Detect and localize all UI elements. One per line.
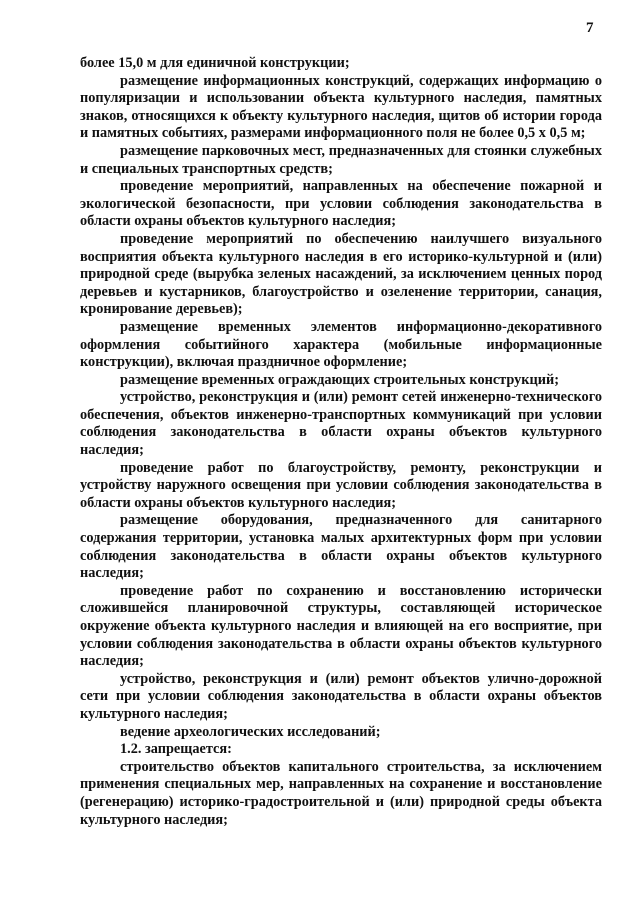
document-body bbox=[80, 55, 602, 829]
paragraph: размещение временных ограждающих строительных конструкций; bbox=[120, 371, 559, 388]
page-number: 7 bbox=[586, 20, 594, 36]
paragraph: размещение временных элементов информационно-декоративного оформления событийного характера (мобильные информационные конструкции), включая праздничное оформление; bbox=[80, 318, 602, 371]
paragraph: проведение мероприятий, направленных на обеспечение пожарной и экологической безопасности, при условии соблюдения законодательства в области охраны объектов культурного наследия; bbox=[80, 178, 602, 230]
paragraph: ведение археологических исследований; bbox=[120, 723, 381, 740]
paragraph: размещение парковочных мест, предназначенных для стоянки служебных и специальных транспортных средств; bbox=[80, 142, 602, 177]
paragraph: проведение работ по сохранению и восстановлению исторически сложившейся планировочной структуры, составляющей историческое окружение объекта культурного наследия и влияющей на его восприятие, при условии соблюдения законодательства в области охраны объектов культурного наследия; bbox=[80, 582, 602, 670]
paragraph: более 15,0 м для единичной конструкции; bbox=[80, 55, 350, 71]
paragraph: устройство, реконструкция и (или) ремонт объектов улично-дорожной сети при условии соблюдения законодательства в области охраны объектов культурного наследия; bbox=[80, 670, 602, 722]
paragraph: устройство, реконструкция и (или) ремонт сетей инженерно-технического обеспечения, объектов инженерно-транспортных коммуникаций при условии соблюдения законодательства в области охраны объектов культурного наследия; bbox=[80, 389, 602, 459]
paragraph: проведение мероприятий по обеспечению наилучшего визуального восприятия объекта культурного наследия в его историко-культурной и (или) природной среде (вырубка зеленых насаждений, за исключением ценных пород деревьев и кустарников, благоустройство и озеленение территории, санация, кронирование деревьев); bbox=[80, 230, 602, 318]
paragraph: размещение оборудования, предназначенного для санитарного содержания территории, установка малых архитектурных форм при условии соблюдения законодательства в области охраны объектов культурного наследия; bbox=[80, 512, 602, 582]
section-heading: 1.2. запрещается: bbox=[120, 741, 232, 758]
paragraph: размещение информационных конструкций, содержащих информацию о популяризации и использовании объекта культурного наследия, памятных знаков, относящихся к объекту культурного наследия, щитов об истории города и памятных событиях, размерами информационного поля не более 0,5 х 0,5 м; bbox=[80, 72, 602, 142]
paragraph: проведение работ по благоустройству, ремонту, реконструкции и устройству наружного освещения при условии соблюдения законодательства в области охраны объектов культурного наследия; bbox=[80, 459, 602, 511]
paragraph: строительство объектов капитального строительства, за исключением применения специальных мер, направленных на сохранение и восстановление (регенерацию) историко-градостроительной и (или) природной среды объекта культурного наследия; bbox=[80, 758, 602, 828]
